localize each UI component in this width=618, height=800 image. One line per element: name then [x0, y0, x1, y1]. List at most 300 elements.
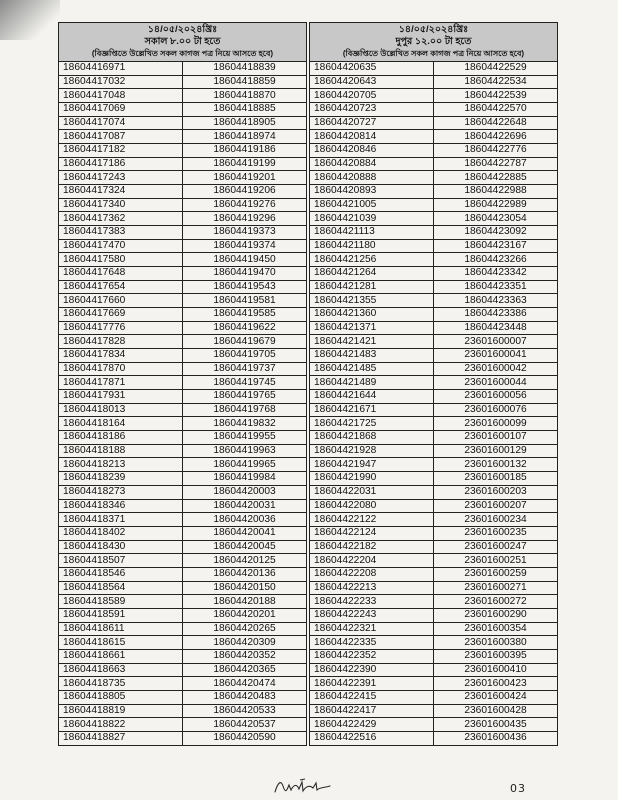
- table-row: [59, 608, 307, 622]
- table-row: [310, 198, 558, 212]
- table-row: [310, 458, 558, 472]
- roll-number-cell: 18604420188: [183, 595, 307, 609]
- table-row: [310, 362, 558, 376]
- roll-number-cell: 18604423266: [434, 253, 558, 267]
- roll-number-cell: 18604420265: [183, 622, 307, 636]
- roll-number-cell: 18604418859: [183, 75, 307, 89]
- roll-number-cell: 18604417362: [59, 212, 183, 226]
- roll-number-cell: 18604423342: [434, 267, 558, 281]
- roll-number-cell: 18604419963: [183, 444, 307, 458]
- table-row: [310, 663, 558, 677]
- roll-number-cell: 18604421725: [310, 417, 434, 431]
- table-row: [310, 636, 558, 650]
- roll-number-cell: 23601600076: [434, 403, 558, 417]
- roll-number-cell: 18604418611: [59, 622, 183, 636]
- roll-number-cell: 18604417660: [59, 294, 183, 308]
- roll-number-cell: 18604419679: [183, 335, 307, 349]
- table-row: [59, 417, 307, 431]
- noon-note: (বিজ্ঞপ্তিতে উল্লেখিত সকল কাগজ পত্র নিয়ে আসতে হবে): [342, 49, 525, 58]
- roll-number-cell: 18604419206: [183, 185, 307, 199]
- roll-number-cell: 18604420884: [310, 157, 434, 171]
- table-row: [59, 663, 307, 677]
- roll-number-cell: 18604421371: [310, 321, 434, 335]
- roll-number-cell: 18604417669: [59, 308, 183, 322]
- table-row: [310, 62, 558, 76]
- roll-number-cell: 23601600410: [434, 663, 558, 677]
- noon-header: [310, 23, 558, 62]
- roll-number-cell: 18604423363: [434, 294, 558, 308]
- roll-number-cell: 18604420474: [183, 677, 307, 691]
- roll-number-cell: 18604421005: [310, 198, 434, 212]
- table-row: [59, 622, 307, 636]
- roll-number-cell: 23601600132: [434, 458, 558, 472]
- table-row: [310, 485, 558, 499]
- roll-number-cell: 18604421180: [310, 239, 434, 253]
- roll-number-cell: 18604422391: [310, 677, 434, 691]
- roll-number-cell: 18604418346: [59, 499, 183, 513]
- table-row: [310, 308, 558, 322]
- table-row: [59, 103, 307, 117]
- table-row: [59, 267, 307, 281]
- roll-number-cell: 18604417776: [59, 321, 183, 335]
- roll-number-cell: 18604422534: [434, 75, 558, 89]
- roll-number-cell: 18604417186: [59, 157, 183, 171]
- roll-number-cell: 18604422182: [310, 540, 434, 554]
- roll-number-cell: 18604420483: [183, 690, 307, 704]
- roll-number-cell: 18604417828: [59, 335, 183, 349]
- morning-header: [59, 23, 307, 62]
- roll-number-cell: 18604419965: [183, 458, 307, 472]
- roll-number-cell: 23601600203: [434, 485, 558, 499]
- roll-number-cell: 18604422080: [310, 499, 434, 513]
- table-row: [310, 731, 558, 745]
- morning-time: সকাল ৮.০০ টা হতে: [144, 36, 221, 47]
- roll-number-cell: 18604419201: [183, 171, 307, 185]
- table-row: [310, 253, 558, 267]
- table-row: [310, 622, 558, 636]
- roll-number-cell: 18604422390: [310, 663, 434, 677]
- roll-number-cell: 23601600428: [434, 704, 558, 718]
- table-row: [59, 349, 307, 363]
- table-row: [310, 171, 558, 185]
- roll-number-cell: 18604419955: [183, 431, 307, 445]
- roll-number-cell: 23601600395: [434, 649, 558, 663]
- roll-number-cell: 18604422516: [310, 731, 434, 745]
- table-row: [59, 239, 307, 253]
- table-row: [310, 212, 558, 226]
- table-row: [310, 526, 558, 540]
- table-row: [310, 499, 558, 513]
- roll-number-cell: 23601600044: [434, 376, 558, 390]
- table-row: [310, 89, 558, 103]
- table-row: [310, 581, 558, 595]
- table-row: [59, 731, 307, 745]
- table-row: [310, 335, 558, 349]
- morning-date: ১৪/০৫/২০২৪খ্রিঃ: [147, 24, 218, 35]
- table-row: [310, 554, 558, 568]
- table-row: [59, 513, 307, 527]
- roll-number-cell: 18604419374: [183, 239, 307, 253]
- table-row: [59, 130, 307, 144]
- table-row: [310, 349, 558, 363]
- table-row: [310, 649, 558, 663]
- table-row: [310, 690, 558, 704]
- roll-number-cell: 18604419543: [183, 280, 307, 294]
- roll-number-cell: 18604421039: [310, 212, 434, 226]
- roll-number-cell: 18604422031: [310, 485, 434, 499]
- roll-number-cell: 23601600247: [434, 540, 558, 554]
- roll-number-cell: 18604421947: [310, 458, 434, 472]
- roll-number-cell: 18604420888: [310, 171, 434, 185]
- roll-number-cell: 18604418591: [59, 608, 183, 622]
- roll-number-cell: 18604418402: [59, 526, 183, 540]
- roll-number-cell: 18604417871: [59, 376, 183, 390]
- table-row: [59, 198, 307, 212]
- roll-number-cell: 18604418564: [59, 581, 183, 595]
- table-row: [59, 567, 307, 581]
- roll-number-cell: 18604417654: [59, 280, 183, 294]
- table-row: [310, 321, 558, 335]
- roll-number-cell: 18604422989: [434, 198, 558, 212]
- roll-number-cell: 18604418819: [59, 704, 183, 718]
- roll-number-cell: 18604421868: [310, 431, 434, 445]
- table-row: [310, 540, 558, 554]
- roll-number-cell: 18604420893: [310, 185, 434, 199]
- roll-number-cell: 18604422415: [310, 690, 434, 704]
- roll-number-cell: 18604418905: [183, 116, 307, 130]
- roll-number-cell: 23601600380: [434, 636, 558, 650]
- roll-number-cell: 18604423167: [434, 239, 558, 253]
- table-row: [310, 103, 558, 117]
- table-row: [59, 636, 307, 650]
- roll-number-cell: 18604422243: [310, 608, 434, 622]
- roll-number-cell: 23601600056: [434, 390, 558, 404]
- table-row: [59, 403, 307, 417]
- table-row: [59, 540, 307, 554]
- roll-number-cell: 18604421483: [310, 349, 434, 363]
- roll-number-cell: 18604422124: [310, 526, 434, 540]
- table-row: [59, 595, 307, 609]
- roll-number-cell: 18604419296: [183, 212, 307, 226]
- roll-number-cell: 18604421355: [310, 294, 434, 308]
- roll-number-cell: 18604418827: [59, 731, 183, 745]
- roll-number-cell: 18604416971: [59, 62, 183, 76]
- table-row: [310, 226, 558, 240]
- roll-number-cell: 18604421990: [310, 472, 434, 486]
- roll-number-cell: 18604418589: [59, 595, 183, 609]
- roll-number-cell: 18604419984: [183, 472, 307, 486]
- roll-number-cell: 18604420201: [183, 608, 307, 622]
- roll-number-cell: 23601600272: [434, 595, 558, 609]
- roll-number-cell: 18604421928: [310, 444, 434, 458]
- roll-number-cell: 18604423054: [434, 212, 558, 226]
- roll-number-cell: 18604419585: [183, 308, 307, 322]
- table-row: [59, 431, 307, 445]
- roll-number-cell: 18604419622: [183, 321, 307, 335]
- table-row: [59, 62, 307, 76]
- roll-number-cell: 18604419373: [183, 226, 307, 240]
- table-row: [59, 704, 307, 718]
- roll-number-cell: 18604419450: [183, 253, 307, 267]
- table-row: [59, 75, 307, 89]
- roll-number-cell: 18604418507: [59, 554, 183, 568]
- table-row: [59, 718, 307, 732]
- table-row: [310, 608, 558, 622]
- roll-number-cell: 18604417648: [59, 267, 183, 281]
- table-row: [310, 144, 558, 158]
- roll-number-cell: 23601600007: [434, 335, 558, 349]
- roll-number-cell: 18604420537: [183, 718, 307, 732]
- table-row: [59, 554, 307, 568]
- morning-block: [58, 22, 307, 746]
- table-row: [310, 185, 558, 199]
- table-row: [310, 417, 558, 431]
- roll-number-cell: 18604418273: [59, 485, 183, 499]
- table-row: [59, 144, 307, 158]
- roll-number-cell: 18604420705: [310, 89, 434, 103]
- roll-number-cell: 18604423092: [434, 226, 558, 240]
- roll-number-cell: 18604420136: [183, 567, 307, 581]
- roll-number-cell: 18604417340: [59, 198, 183, 212]
- roll-number-cell: 18604419737: [183, 362, 307, 376]
- roll-number-cell: 18604423448: [434, 321, 558, 335]
- roll-number-cell: 18604418546: [59, 567, 183, 581]
- roll-number-cell: 18604420003: [183, 485, 307, 499]
- roll-number-cell: 18604422335: [310, 636, 434, 650]
- roll-number-cell: 18604422776: [434, 144, 558, 158]
- roll-number-cell: 18604418615: [59, 636, 183, 650]
- roll-number-cell: 18604418822: [59, 718, 183, 732]
- table-row: [310, 390, 558, 404]
- roll-number-cell: 18604420723: [310, 103, 434, 117]
- table-row: [310, 513, 558, 527]
- table-row: [59, 485, 307, 499]
- roll-number-cell: 18604418839: [183, 62, 307, 76]
- roll-number-cell: 18604417931: [59, 390, 183, 404]
- roll-list-sheet: [58, 22, 558, 746]
- roll-number-cell: 18604420036: [183, 513, 307, 527]
- table-row: [59, 499, 307, 513]
- roll-number-cell: 23601600436: [434, 731, 558, 745]
- noon-block: [309, 22, 558, 746]
- table-row: [310, 472, 558, 486]
- roll-number-cell: 18604420352: [183, 649, 307, 663]
- roll-number-cell: 18604417870: [59, 362, 183, 376]
- scan-corner-shadow: [0, 0, 60, 40]
- roll-number-cell: 18604421421: [310, 335, 434, 349]
- table-row: [59, 362, 307, 376]
- table-row: [59, 253, 307, 267]
- roll-number-cell: 18604421113: [310, 226, 434, 240]
- roll-number-cell: 18604417074: [59, 116, 183, 130]
- roll-number-cell: 18604417243: [59, 171, 183, 185]
- page-number: 03: [510, 782, 526, 795]
- roll-number-cell: 18604419186: [183, 144, 307, 158]
- table-row: [310, 239, 558, 253]
- roll-number-cell: 23601600107: [434, 431, 558, 445]
- table-row: [59, 157, 307, 171]
- roll-number-cell: 18604421671: [310, 403, 434, 417]
- roll-number-cell: 23601600099: [434, 417, 558, 431]
- roll-number-cell: 18604419705: [183, 349, 307, 363]
- roll-number-cell: 18604421360: [310, 308, 434, 322]
- roll-number-cell: 18604418013: [59, 403, 183, 417]
- roll-number-cell: 18604418213: [59, 458, 183, 472]
- roll-number-cell: 18604420041: [183, 526, 307, 540]
- roll-number-cell: 18604417324: [59, 185, 183, 199]
- roll-number-cell: 18604418805: [59, 690, 183, 704]
- roll-number-cell: 18604420846: [310, 144, 434, 158]
- roll-number-cell: 18604422696: [434, 130, 558, 144]
- roll-number-cell: 23601600354: [434, 622, 558, 636]
- table-row: [59, 458, 307, 472]
- table-row: [310, 267, 558, 281]
- table-row: [310, 718, 558, 732]
- roll-number-cell: 18604422539: [434, 89, 558, 103]
- roll-number-cell: 18604417032: [59, 75, 183, 89]
- table-row: [59, 649, 307, 663]
- table-row: [59, 690, 307, 704]
- roll-number-cell: 23601600290: [434, 608, 558, 622]
- roll-number-cell: 18604418239: [59, 472, 183, 486]
- roll-number-cell: 23601600185: [434, 472, 558, 486]
- roll-number-cell: 18604417470: [59, 239, 183, 253]
- roll-number-cell: 18604422321: [310, 622, 434, 636]
- morning-note: (বিজ্ঞপ্তিতে উল্লেখিত সকল কাগজ পত্র নিয়ে আসতে হবে): [91, 49, 274, 58]
- roll-number-cell: 18604422122: [310, 513, 434, 527]
- table-row: [59, 294, 307, 308]
- table-row: [310, 280, 558, 294]
- roll-number-cell: 18604418164: [59, 417, 183, 431]
- roll-number-cell: 18604418430: [59, 540, 183, 554]
- roll-number-cell: 18604422233: [310, 595, 434, 609]
- roll-number-cell: 18604421489: [310, 376, 434, 390]
- roll-number-cell: 18604422208: [310, 567, 434, 581]
- table-row: [310, 403, 558, 417]
- roll-number-cell: 18604418663: [59, 663, 183, 677]
- roll-number-cell: 18604420365: [183, 663, 307, 677]
- roll-number-cell: 23601600251: [434, 554, 558, 568]
- table-row: [310, 595, 558, 609]
- table-row: [310, 677, 558, 691]
- table-row: [59, 308, 307, 322]
- noon-date: ১৪/০৫/২০২৪খ্রিঃ: [398, 24, 469, 35]
- table-row: [59, 280, 307, 294]
- roll-number-cell: 18604421256: [310, 253, 434, 267]
- table-row: [310, 444, 558, 458]
- table-row: [59, 581, 307, 595]
- roll-number-cell: 18604417383: [59, 226, 183, 240]
- table-row: [59, 376, 307, 390]
- roll-number-cell: 18604418885: [183, 103, 307, 117]
- table-row: [310, 116, 558, 130]
- table-row: [59, 212, 307, 226]
- signature-icon: [272, 776, 336, 796]
- roll-number-cell: 18604420045: [183, 540, 307, 554]
- roll-number-cell: 18604420643: [310, 75, 434, 89]
- roll-number-cell: 18604420150: [183, 581, 307, 595]
- noon-time: দুপুর ১২.০০ টা হতে: [395, 36, 472, 47]
- table-row: [59, 390, 307, 404]
- roll-number-cell: 18604420590: [183, 731, 307, 745]
- roll-number-cell: 18604423386: [434, 308, 558, 322]
- roll-number-cell: 18604420727: [310, 116, 434, 130]
- noon-roll-table: [310, 62, 558, 746]
- roll-number-cell: 18604422429: [310, 718, 434, 732]
- roll-number-cell: 18604417580: [59, 253, 183, 267]
- table-row: [59, 677, 307, 691]
- roll-number-cell: 18604420031: [183, 499, 307, 513]
- roll-number-cell: 18604422417: [310, 704, 434, 718]
- roll-number-cell: 18604422204: [310, 554, 434, 568]
- roll-number-cell: 23601600234: [434, 513, 558, 527]
- roll-number-cell: 18604417834: [59, 349, 183, 363]
- roll-number-cell: 23601600207: [434, 499, 558, 513]
- roll-number-cell: 18604419199: [183, 157, 307, 171]
- roll-number-cell: 18604419768: [183, 403, 307, 417]
- table-row: [310, 75, 558, 89]
- roll-number-cell: 23601600235: [434, 526, 558, 540]
- roll-number-cell: 18604422787: [434, 157, 558, 171]
- roll-number-cell: 18604420814: [310, 130, 434, 144]
- roll-number-cell: 18604420635: [310, 62, 434, 76]
- table-row: [59, 171, 307, 185]
- roll-number-cell: 18604417182: [59, 144, 183, 158]
- roll-number-cell: 18604418661: [59, 649, 183, 663]
- roll-number-cell: 18604421264: [310, 267, 434, 281]
- roll-number-cell: 23601600424: [434, 690, 558, 704]
- table-row: [310, 157, 558, 171]
- roll-number-cell: 18604418371: [59, 513, 183, 527]
- roll-number-cell: 18604421281: [310, 280, 434, 294]
- roll-number-cell: 18604419832: [183, 417, 307, 431]
- roll-number-cell: 18604422648: [434, 116, 558, 130]
- roll-number-cell: 18604418870: [183, 89, 307, 103]
- roll-number-cell: 18604423351: [434, 280, 558, 294]
- roll-number-cell: 23601600423: [434, 677, 558, 691]
- morning-roll-table: [59, 62, 307, 746]
- roll-number-cell: 18604421485: [310, 362, 434, 376]
- table-row: [59, 89, 307, 103]
- roll-number-cell: 18604420125: [183, 554, 307, 568]
- table-row: [59, 321, 307, 335]
- roll-number-cell: 18604422529: [434, 62, 558, 76]
- table-row: [310, 130, 558, 144]
- roll-number-cell: 23601600435: [434, 718, 558, 732]
- roll-number-cell: 18604419276: [183, 198, 307, 212]
- roll-number-cell: 18604418735: [59, 677, 183, 691]
- roll-number-cell: 18604422570: [434, 103, 558, 117]
- roll-number-cell: 18604418974: [183, 130, 307, 144]
- table-row: [59, 185, 307, 199]
- roll-number-cell: 18604419745: [183, 376, 307, 390]
- table-row: [310, 376, 558, 390]
- roll-number-cell: 18604420533: [183, 704, 307, 718]
- roll-number-cell: 18604417069: [59, 103, 183, 117]
- roll-number-cell: 18604419470: [183, 267, 307, 281]
- roll-number-cell: 18604418186: [59, 431, 183, 445]
- roll-number-cell: 18604417087: [59, 130, 183, 144]
- table-row: [59, 335, 307, 349]
- roll-number-cell: 18604422885: [434, 171, 558, 185]
- table-row: [59, 472, 307, 486]
- roll-number-cell: 18604420309: [183, 636, 307, 650]
- table-row: [310, 294, 558, 308]
- table-row: [59, 116, 307, 130]
- roll-number-cell: 18604419765: [183, 390, 307, 404]
- roll-number-cell: 18604417048: [59, 89, 183, 103]
- roll-number-cell: 23601600259: [434, 567, 558, 581]
